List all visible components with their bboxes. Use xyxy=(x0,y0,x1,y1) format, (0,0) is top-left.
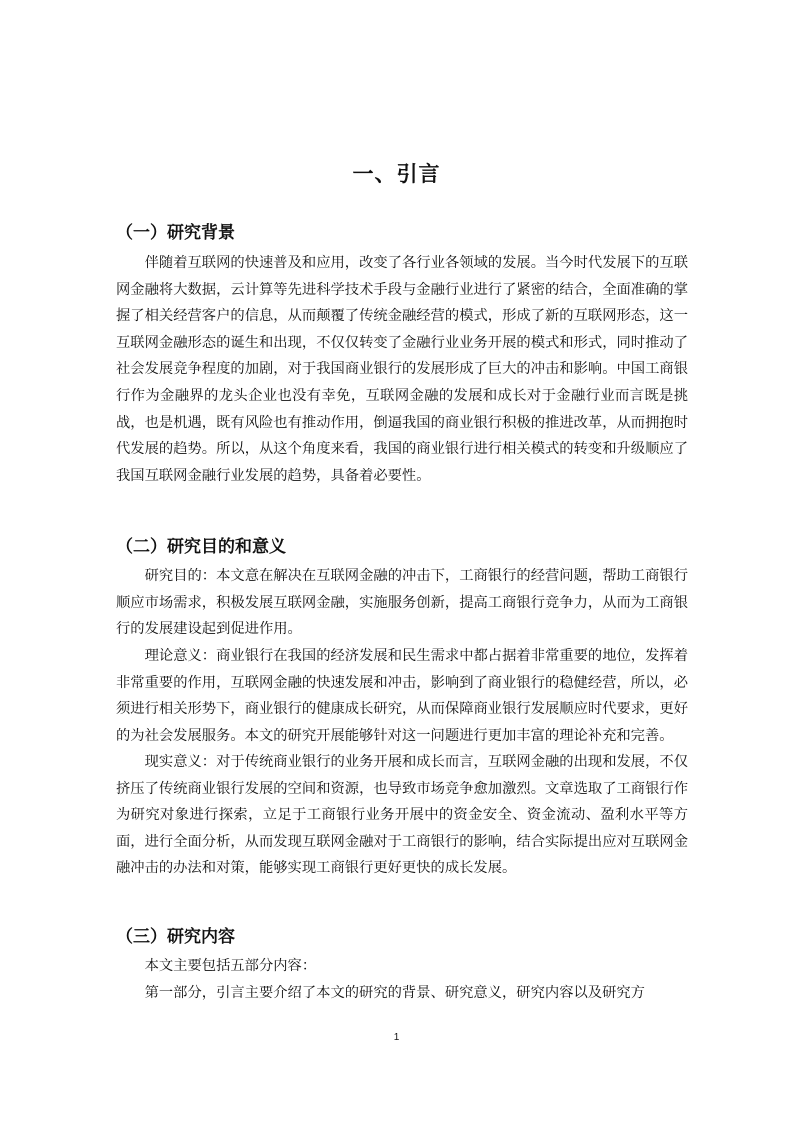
paragraph-part-one: 第一部分，引言主要介绍了本文的研究的背景、研究意义，研究内容以及研究方 xyxy=(144,985,645,1001)
paragraph-theoretical-significance: 理论意义：商业银行在我国的经济发展和民生需求中都占据着非常重要的地位，发挥着非常重要的作用，互联网金融的快速发展和冲击，影响到了商业银行的稳健经营，所以，必须进行相关形势下，商业银行的健康成长研究，从而保障商业银行发展顺应时代要求，更好的为社会发展服务。本文的研究开展能够针对这一问题进行更加丰富的理论补充和完善。 xyxy=(116,648,688,744)
section-heading-content: （三）研究内容 xyxy=(116,927,235,947)
section-heading-background: （一）研究背景 xyxy=(116,223,235,243)
paragraph-practical-significance: 现实意义：对于传统商业银行的业务开展和成长而言，互联网金融的出现和发展，不仅挤压了传统商业银行发展的空间和资源，也导致市场竞争愈加激烈。文章选取了工商银行作为研究对象进行探索，立足于工商银行业务开展中的资金安全、资金流动、盈利水平等方面，进行全面分析，从而发现互联网金融对于工商银行的影响，结合实际提出应对互联网金融冲击的办法和对策，能够实现工商银行更好更快的成长发展。 xyxy=(116,754,688,877)
section-heading-purpose: （二）研究目的和意义 xyxy=(116,537,286,557)
paragraph-content-intro: 本文主要包括五部分内容： xyxy=(144,958,317,974)
page-number: 1 xyxy=(393,1032,400,1043)
paragraph-background: 伴随着互联网的快速普及和应用，改变了各行业各领域的发展。当今时代发展下的互联网金融将大数据，云计算等先进科学技术手段与金融行业进行了紧密的结合，全面准确的掌握了相关经营客户的信息，从而颠覆了传统金融经营的模式，形成了新的互联网形态，这一互联网金融形态的诞生和出现，不仅仅转变了金融行业业务开展的模式和形式，同时推动了社会发展竞争程度的加剧，对于我国商业银行的发展形成了巨大的冲击和影响。中国工商银行作为金融界的龙头企业也没有幸免，互联网金融的发展和成长对于金融行业而言既是挑战，也是机遇，既有风险也有推动作用，倒逼我国的商业银行积极的推进改革，从而拥抱时代发展的趋势。所以，从这个角度来看，我国的商业银行进行相关模式的转变和升级顺应了我国互联网金融行业发展的趋势，具备着必要性。 xyxy=(116,255,688,484)
page-title: 一、引言 xyxy=(352,162,441,186)
paragraph-purpose: 研究目的：本文意在解决在互联网金融的冲击下，工商银行的经营问题，帮助工商银行顺应市场需求，积极发展互联网金融，实施服务创新，提高工商银行竞争力，从而为工商银行的发展建设起到促进作用。 xyxy=(116,568,688,638)
